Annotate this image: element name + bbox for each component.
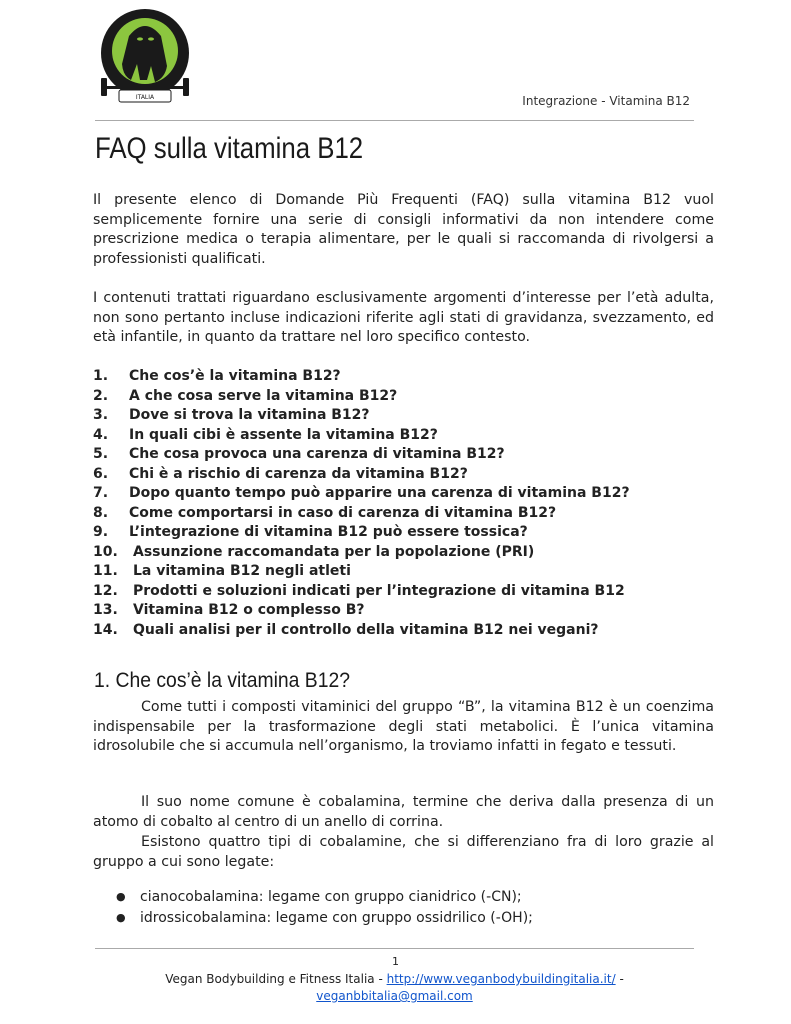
footer <box>95 971 694 1005</box>
faq-item-text: L’integrazione di vitamina B12 può essere tossica? <box>129 524 528 540</box>
faq-item-text: Che cos’è la vitamina B12? <box>129 368 341 384</box>
document-title: FAQ sulla vitamina B12 <box>95 132 364 165</box>
faq-item <box>93 445 733 465</box>
faq-item-text: Chi è a rischio di carenza da vitamina B12? <box>129 465 468 482</box>
header-divider <box>95 120 694 121</box>
faq-item-text: Prodotti e soluzioni indicati per l’integrazione di vitamina B12 <box>133 582 625 599</box>
faq-item-text: Dopo quanto tempo può apparire una carenza di vitamina B12? <box>129 485 630 501</box>
faq-item-number: 2. <box>93 387 109 404</box>
faq-item-number: 1. <box>93 368 109 384</box>
faq-item-number: 4. <box>93 426 109 443</box>
faq-item-text: A che cosa serve la vitamina B12? <box>129 387 398 404</box>
faq-item-text: Come comportarsi in caso di carenza di vitamina B12? <box>129 504 557 521</box>
footer-email-link[interactable]: veganbbitalia@gmail.com <box>316 989 473 1003</box>
faq-item <box>93 367 733 387</box>
bullet-text: idrossicobalamina: legame con gruppo ossidrilico (-OH); <box>140 909 533 926</box>
bullet-icon: ● <box>116 890 126 903</box>
intro-paragraph-2: I contenuti trattati riguardano esclusivamente argomenti d’interesse per l’età adulta, non sono pertanto incluse indicazioni riferite agli stati di gravidanza, svezzamento, ed età infantile, in quanto da trattare nel loro specifico contesto. <box>93 290 714 346</box>
cobalamin-list <box>116 887 533 928</box>
faq-item-text: Dove si trova la vitamina B12? <box>129 407 370 423</box>
faq-item-number: 8. <box>93 504 109 521</box>
footer-divider <box>95 948 694 949</box>
faq-item-text: Quali analisi per il controllo della vitamina B12 nei vegani? <box>133 621 599 638</box>
gorilla-logo-icon <box>95 6 195 106</box>
faq-item-number: 6. <box>93 465 109 482</box>
faq-item-number: 7. <box>93 485 109 501</box>
faq-item <box>93 523 733 543</box>
intro-paragraph-1: Il presente elenco di Domande Più Frequenti (FAQ) sulla vitamina B12 vuol semplicemente fornire una serie di consigli informativi da non intendere come prescrizione medica o terapia alimentare, per le quali si raccomanda di rivolgersi a professionisti qualificati. <box>93 192 714 267</box>
faq-item-number: 10. <box>93 543 118 560</box>
faq-item <box>93 601 733 621</box>
faq-item-number: 14. <box>93 621 118 638</box>
faq-item <box>93 465 733 485</box>
faq-item-number: 9. <box>93 524 109 540</box>
faq-item-number: 12. <box>93 582 118 599</box>
section-paragraph-1: Come tutti i composti vitaminici del gruppo “B”, la vitamina B12 è un coenzima indispensabile per la trasformazione degli stati metabolici. È l’unica vitamina idrosolubile che si accumula nell’organismo, la troviamo infatti in fegato e tessuti. <box>93 699 714 755</box>
faq-item-number: 3. <box>93 407 109 423</box>
footer-site-name: Vegan Bodybuilding e Fitness Italia - <box>165 972 387 986</box>
faq-item-text: Vitamina B12 o complesso B? <box>133 602 365 618</box>
faq-item-text: La vitamina B12 negli atleti <box>133 563 351 579</box>
faq-item-text: In quali cibi è assente la vitamina B12? <box>129 426 438 443</box>
section-paragraph-3: Esistono quattro tipi di cobalamine, che si differenziano fra di loro grazie al gruppo a cui sono legate: <box>93 834 714 870</box>
section-title: 1. Che cos’è la vitamina B12? <box>94 668 350 692</box>
footer-website-link[interactable]: http://www.veganbodybuildingitalia.it/ <box>386 972 616 986</box>
faq-item <box>93 426 733 446</box>
bullet-text: cianocobalamina: legame con gruppo cianidrico (-CN); <box>140 889 522 905</box>
logo <box>95 6 195 106</box>
footer-separator: - <box>615 972 624 986</box>
section-paragraph-2: Il suo nome comune è cobalamina, termine che deriva dalla presenza di un atomo di cobalto al centro di un anello di corrina. <box>93 794 714 830</box>
faq-item <box>93 543 733 563</box>
logo-text-bottom: ITALIA <box>135 94 155 101</box>
faq-item-text: Che cosa provoca una carenza di vitamina B12? <box>129 446 505 462</box>
faq-item <box>93 387 733 407</box>
bullet-item <box>116 887 533 908</box>
faq-item <box>93 562 733 582</box>
faq-item <box>93 582 733 602</box>
faq-item <box>93 621 733 641</box>
faq-item <box>93 504 733 524</box>
faq-item-number: 11. <box>93 563 118 579</box>
faq-item <box>93 406 733 426</box>
faq-item-number: 13. <box>93 602 118 618</box>
bullet-icon: ● <box>116 910 126 924</box>
faq-item-text: Assunzione raccomandata per la popolazione (PRI) <box>133 543 535 560</box>
faq-item-number: 5. <box>93 446 109 462</box>
page-number: 1 <box>392 955 399 968</box>
bullet-item <box>116 908 533 929</box>
faq-item <box>93 484 733 504</box>
faq-list <box>93 367 733 640</box>
header-title: Integrazione - Vitamina B12 <box>522 94 690 108</box>
